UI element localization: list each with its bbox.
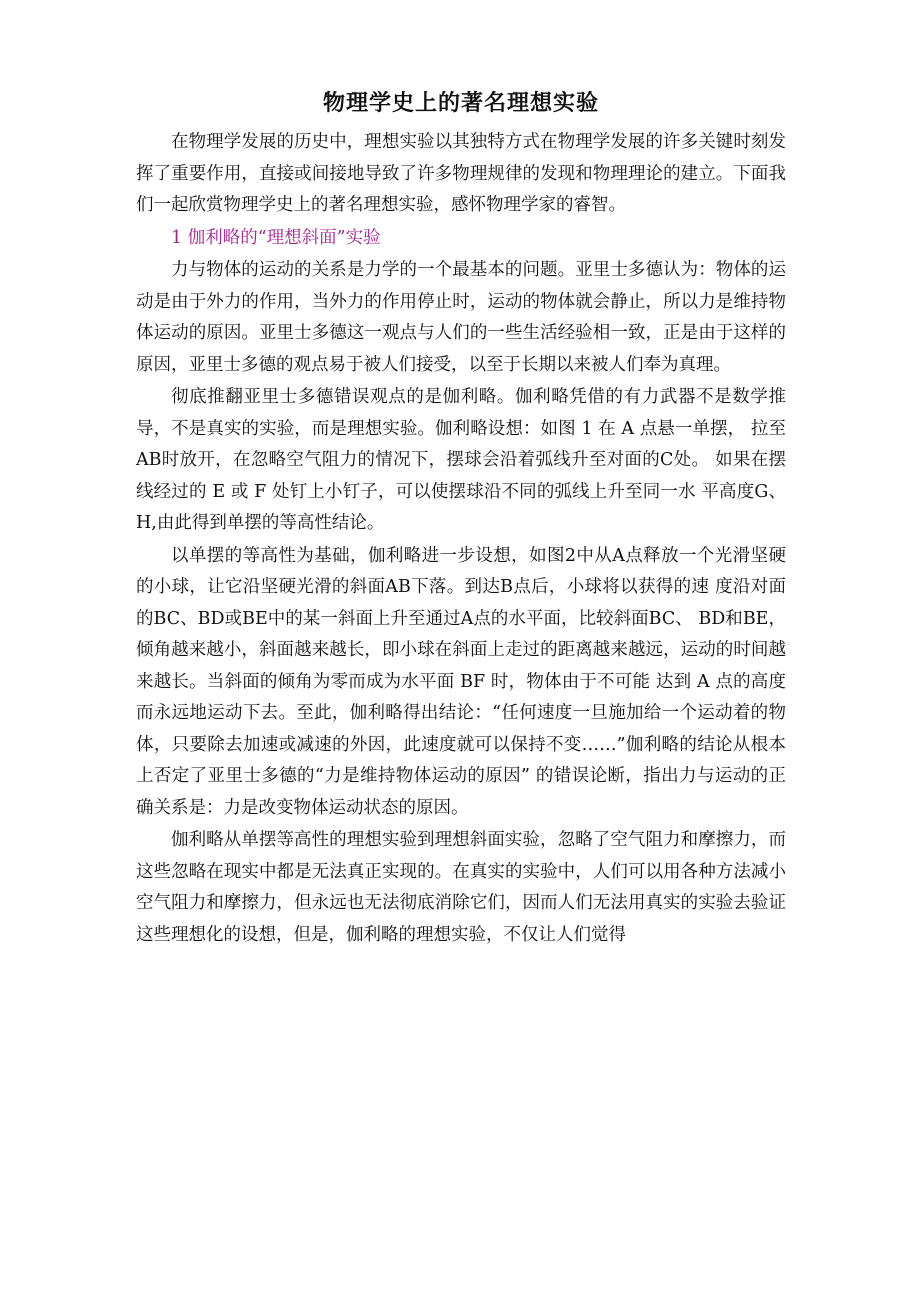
paragraph-intro: 在物理学发展的历史中，理想实验以其独特方式在物理学发展的许多关键时刻发挥了重要作用，直接或间接地导致了许多物理规律的发现和物理理论的建立。下面我们一起欣赏物理学史上的著名理想实验，感怀物理学家的睿智。 xyxy=(136,132,786,215)
document-title: 物理学史上的著名理想实验 xyxy=(322,90,599,116)
document-page xyxy=(136,86,786,952)
paragraph-pendulum: 彻底推翻亚里士多德错误观点的是伽利略。伽利略凭借的有力武器不是数学推导，不是真实的实验，而是理想实验。伽利略设想：如图 1 在 A 点悬一单摆， 拉至AB时放开，在忽略空气阻力的情况下，摆球会沿着弧线升至对面的C处。 如果在摆线经过的 E 或 F 处钉上小钉子，可以使摆球沿不同的弧线上升至同一水 平高度G、H,由此得到单摆的等高性结论。 xyxy=(136,387,786,533)
paragraph-idealization: 伽利略从单摆等高性的理想实验到理想斜面实验，忽略了空气阻力和摩擦力，而这些忽略在现实中都是无法真正实现的。在真实的实验中，人们可以用各种方法减小空气阻力和摩擦力，但永远也无法彻底消除它们，因而人们无法用真实的实验去验证这些理想化的设想，但是，伽利略的理想实验，不仅让人们觉得 xyxy=(136,830,786,945)
paragraph-inclined-plane: 以单摆的等高性为基础，伽利略进一步设想，如图2中从A点释放一个光滑坚硬的小球，让它沿坚硬光滑的斜面AB下落。到达B点后，小球将以获得的速 度沿对面的BC、BD或BE中的某一斜面上升至通过A点的水平面，比较斜面BC、 BD和BE，倾角越来越小，斜面越来越长，即小球在斜面上走过的距离越来越远，运动的时间越来越长。当斜面的倾角为零而成为水平面 BF 时，物体由于不可能 达到 A 点的高度而永远地运动下去。至此，伽利略得出结论：“任何速度一旦施加给一个运动着的物体，只要除去加速或减速的外因，此速度就可以保持不变……”伽利略的结论从根本上否定了亚里士多德的“力是维持物体运动的原因” 的错误论断，指出力与运动的正确关系是：力是改变物体运动状态的原因。 xyxy=(136,545,786,818)
paragraph-aristotle: 力与物体的运动的关系是力学的一个最基本的问题。亚里士多德认为：物体的运动是由于外力的作用，当外力的作用停止时，运动的物体就会静止，所以力是维持物体运动的原因。亚里士多德这一观点与人们的一些生活经验相一致，正是由于这样的原因，亚里士多德的观点易于被人们接受，以至于长期以来被人们奉为真理。 xyxy=(136,260,786,375)
section-heading: 1 伽利略的“理想斜面”实验 xyxy=(171,227,381,248)
